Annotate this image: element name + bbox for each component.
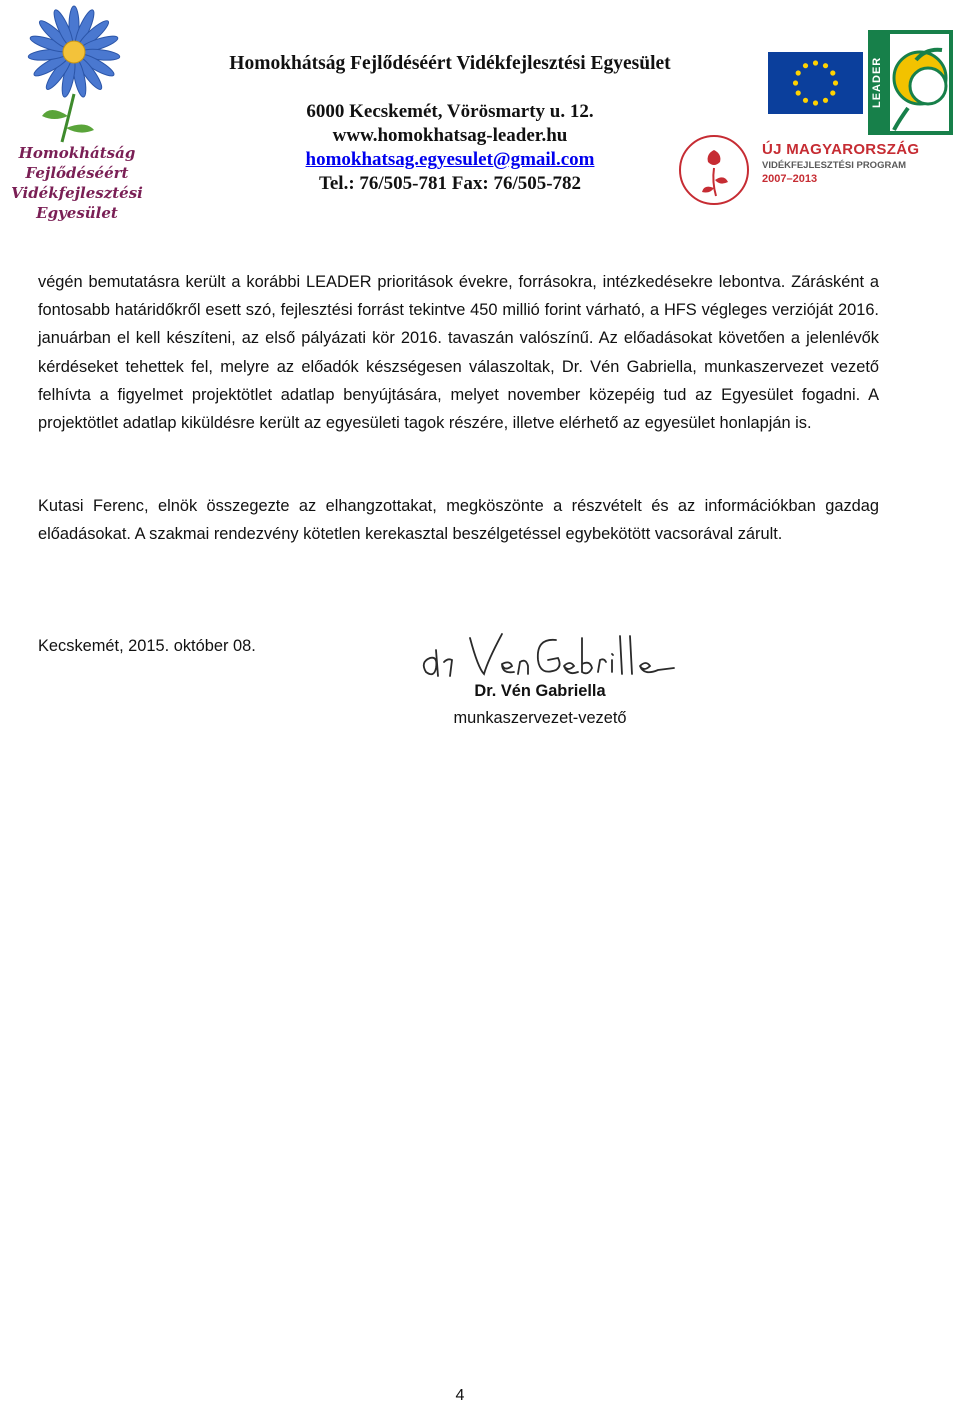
place-and-date: Kecskemét, 2015. október 08. bbox=[38, 637, 256, 655]
program-logo-title: ÚJ MAGYARORSZÁG bbox=[762, 141, 920, 158]
phone-fax: Tel.: 76/505-781 Fax: 76/505-782 bbox=[318, 173, 582, 194]
logo-text-line-2: Fejlődéséért bbox=[25, 164, 129, 182]
rose-icon bbox=[678, 128, 750, 213]
signer-role: munkaszervezet-vezető bbox=[453, 709, 627, 727]
program-logo-years: 2007–2013 bbox=[762, 173, 818, 185]
signer-name: Dr. Vén Gabriella bbox=[474, 682, 606, 700]
body-paragraph-1: végén bemutatásra került a korábbi LEADER prioritások évekre, forrásokra, intézkedésekre lebontva. Zárásként a fontosabb határidőkről esett szó, fejlesztési forrást tekintve 450 millió forint várható, a HFS végleges verzióját 2016. januárban el kell készíteni, az első pályázati kör 2016. tavaszán valószínű. Az előadásokat követően a jelenlévők kérdéseket tehettek fel, melyre az előadók készségesen válaszoltak, Dr. Vén Gabriella, munkaszervezet vezető felhívta a figyelmet projektötlet adatlap benyújtására, melyet november közepéig tud az Egyesület fogadni. A projektötlet adatlap kiküldésre került az egyesületi tagok részére, illetve elérhető az egyesület honlapján is. bbox=[38, 273, 879, 433]
page-number: 4 bbox=[455, 1387, 465, 1404]
flower-icon bbox=[2, 4, 152, 144]
leader-logo-text: LEADER bbox=[871, 56, 883, 109]
email-link[interactable]: homokhatsag.egyesulet@gmail.com bbox=[305, 149, 595, 170]
logo-text-line-4: Egyesület bbox=[36, 204, 118, 222]
program-logo-subtitle: VIDÉKFEJLESZTÉSI PROGRAM bbox=[762, 160, 907, 171]
address: 6000 Kecskemét, Vörösmarty u. 12. bbox=[306, 101, 594, 122]
body-paragraph-2: Kutasi Ferenc, elnök összegezte az elhangzottakat, megköszönte a részvételt és az információkban gazdag előadásokat. A szakmai rendezvény kötetlen kerekasztal beszélgetéssel egybekötött vacsorával zárult. bbox=[38, 497, 879, 544]
eu-flag-icon bbox=[768, 52, 863, 114]
association-logo bbox=[2, 4, 152, 229]
logo-text-line-3: Vidékfejlesztési bbox=[11, 184, 143, 202]
logo-text-line-1: Homokhátság bbox=[18, 144, 136, 162]
organization-name: Homokhátság Fejlődéséért Vidékfejlesztési Egyesület bbox=[229, 53, 671, 74]
letterhead bbox=[160, 50, 740, 196]
website[interactable]: www.homokhatsag-leader.hu bbox=[332, 125, 568, 146]
